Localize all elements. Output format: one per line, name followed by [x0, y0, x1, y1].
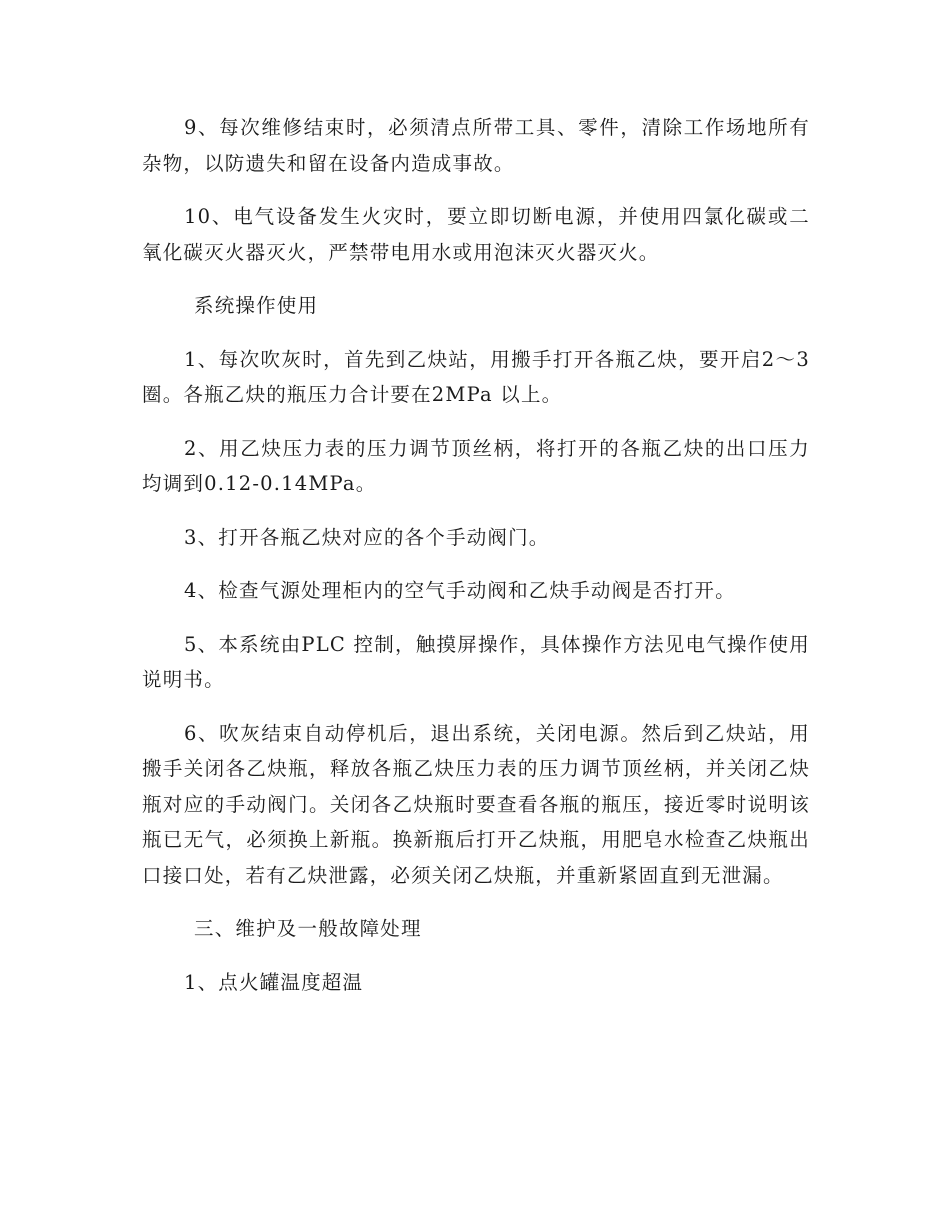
step-6: 6、吹灰结束自动停机后，退出系统，关闭电源。然后到乙炔站，用搬手关闭各乙炔瓶，释放各瓶乙炔压力表的压力调节顶丝柄，并关闭乙炔瓶对应的手动阀门。关闭各乙炔瓶时要查看各瓶的瓶压，接近零时说明该瓶已无气，必须换上新瓶。换新瓶后打开乙炔瓶，用肥皂水检查乙炔瓶出口接口处，若有乙炔泄露，必须关闭乙炔瓶，并重新紧固直到无泄漏。: [142, 721, 810, 887]
step-1: 1、每次吹灰时，首先到乙炔站，用搬手打开各瓶乙炔，要开启2～3 圈。各瓶乙炔的瓶压力合计要在2MPa 以上。: [142, 347, 810, 406]
paragraph-gap: [142, 893, 810, 911]
section-heading-maintenance: 三、维护及一般故障处理: [194, 917, 422, 940]
step-3: 3、打开各瓶乙炔对应的各个手动阀门。: [184, 525, 550, 549]
paragraph-gap: [142, 502, 810, 520]
paragraph-gap: [142, 698, 810, 716]
paragraph-gap: [142, 270, 810, 288]
step-2: 2、用乙炔压力表的压力调节顶丝柄，将打开的各瓶乙炔的出口压力均调到0.12-0.14MPa。: [142, 436, 810, 495]
step-4: 4、检查气源处理柜内的空气手动阀和乙炔手动阀是否打开。: [184, 579, 736, 602]
paragraph-gap: [142, 413, 810, 431]
document-body: [142, 110, 810, 1000]
section-heading-system-operation: 系统操作使用: [194, 294, 319, 317]
fault-item-1: 1、点火罐温度超温: [184, 970, 364, 994]
paragraph-gap: [142, 324, 810, 342]
paragraph-gap: [142, 609, 810, 627]
paragraph-gap: [142, 181, 810, 199]
paragraph-item-10: 10、电气设备发生火灾时，要立即切断电源，并使用四氯化碳或二氧化碳灭火器灭火，严禁带电用水或用泡沫灭火器灭火。: [142, 205, 810, 264]
step-5: 5、本系统由PLC 控制，触摸屏操作，具体操作方法见电气操作使用说明书。: [142, 632, 810, 691]
paragraph-gap: [142, 947, 810, 965]
paragraph-gap: [142, 555, 810, 573]
paragraph-item-9: 9、每次维修结束时，必须清点所带工具、零件，清除工作场地所有杂物，以防遗失和留在设备内造成事故。: [142, 116, 810, 175]
